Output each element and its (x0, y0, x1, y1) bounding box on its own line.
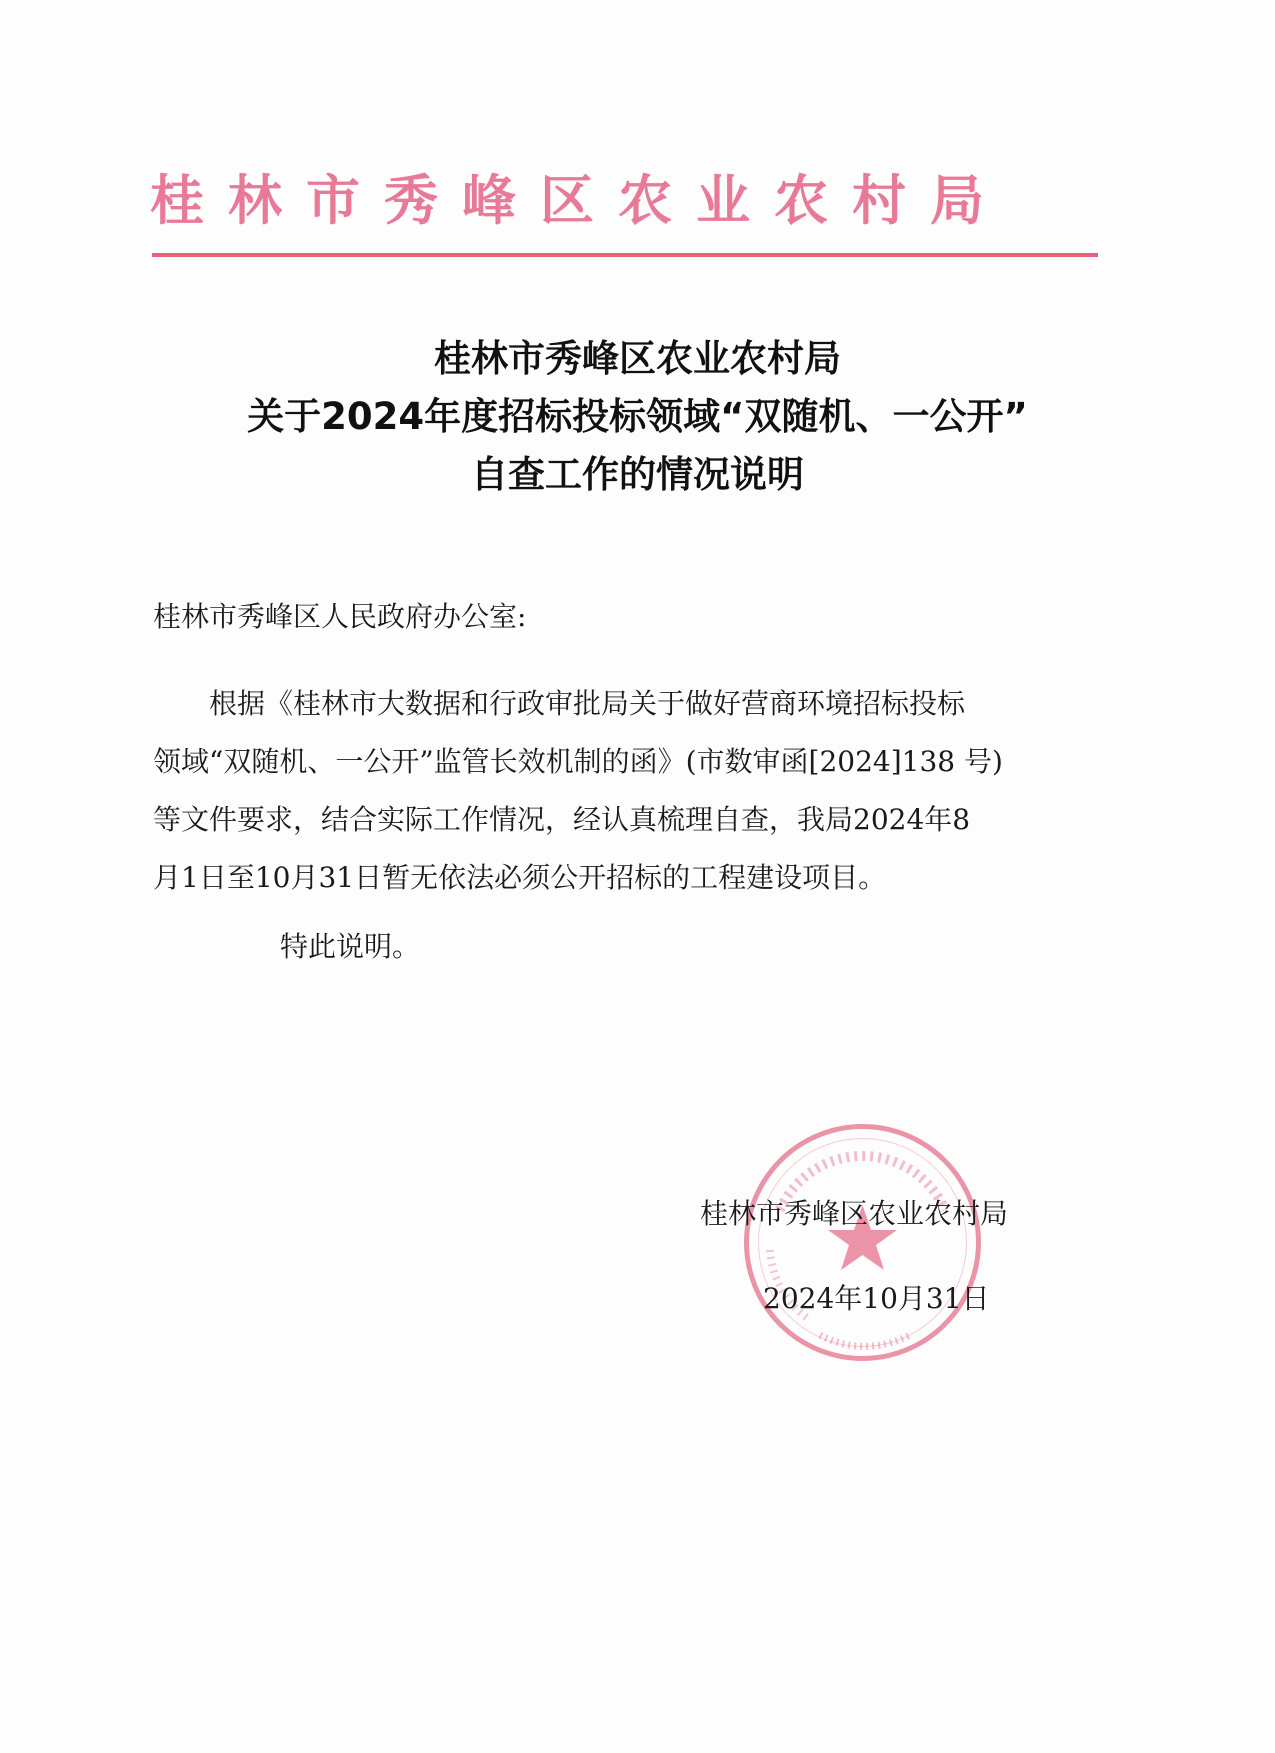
signature-date: 2024年10月31日 (763, 1282, 990, 1315)
letterhead-org-name: 桂林市秀峰区农业农村局 (150, 169, 1008, 232)
title-line-2: 关于2024年度招标投标领域“双随机、一公开” (247, 395, 1028, 438)
letterhead-red-rule (152, 253, 1098, 257)
signature-org: 桂林市秀峰区农业农村局 (700, 1197, 1009, 1230)
title-line-3: 自查工作的情况说明 (471, 453, 804, 496)
recipient-line: 桂林市秀峰区人民政府办公室: (153, 600, 527, 633)
body-line-2: 领域“双随机、一公开”监管长效机制的函》(市数审函[2024]138 号) (153, 745, 1003, 778)
official-seal (740, 1120, 985, 1365)
body-line-1: 根据《桂林市大数据和行政审批局关于做好营商环境招标投标 (153, 687, 966, 720)
body-paragraph (153, 675, 1113, 907)
body-line-3: 等文件要求，结合实际工作情况，经认真梳理自查，我局2024年8 (153, 803, 971, 836)
closing-remark: 特此说明。 (280, 930, 421, 963)
body-line-4: 月1日至10月31日暂无依法必须公开招标的工程建设项目。 (153, 861, 887, 894)
document-title (0, 330, 1275, 504)
title-line-1: 桂林市秀峰区农业农村局 (434, 337, 841, 380)
